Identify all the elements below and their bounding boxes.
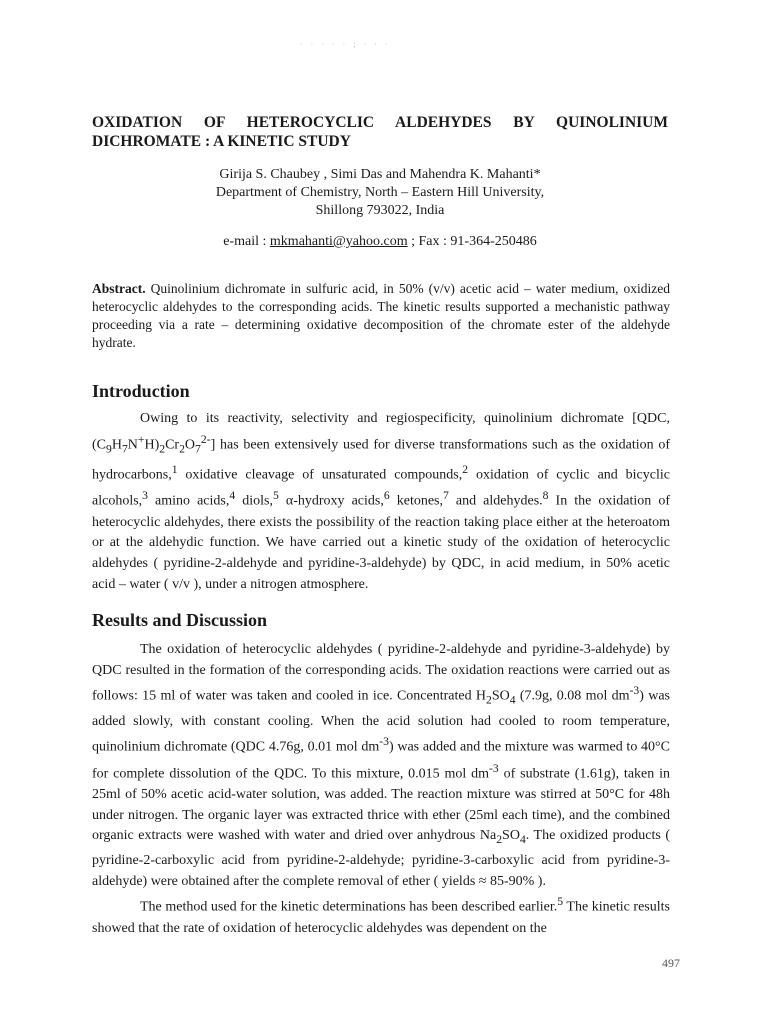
page-number: 497 [662,956,680,970]
abstract-label: Abstract. [92,281,146,296]
section-heading-introduction: Introduction [92,381,190,401]
author-block [92,166,668,220]
abstract [92,280,670,352]
results-text [92,640,670,939]
abstract-text: Quinolinium dichromate in sulfuric acid, in 50% (v/v) acetic acid – water medium, oxidized heterocyclic aldehydes to the corresponding acids. The kinetic results supported a mechanistic pathway proceeding via a rate – determining oxidative decomposition of the chromate ester of the aldehyde hydrate. [92,281,670,350]
introduction-paragraph: Owing to its reactivity, selectivity and regiospecificity, quinolinium dichromate [QDC, $(C_9H_7N^+H)_2Cr_2O_7^{2-}$] has been extensively used for diverse transformations such as the oxidation of hydrocarbons,$^1$ oxidative cleavage of unsaturated compounds,$^2$ oxidation of cyclic and bicyclic alcohols,$^3$ amino acids,$^4$ diols,$^5$ α-hydroxy acids,$^6$ ketones,$^7$ and aldehydes.$^8$ In the oxidation of heterocyclic aldehydes, there exists the possibility of the reaction taking place either at the heteroatom or at the aldehydic function. We have carried out a kinetic study of the oxidation of heterocyclic aldehydes ( pyridine-2-aldehyde and pyridine-3-aldehyde) by QDC, in acid medium, in 50% acetic acid – water ( v/v ), under a nitrogen atmosphere. [92,411,671,592]
affiliation-line-2: Shillong 793022, India [315,203,445,218]
section-heading-results: Results and Discussion [92,610,268,630]
affiliation-line-1: Department of Chemistry, North – Eastern Hill University, [215,185,545,200]
results-paragraph-2: The method used for the kinetic determinations has been described earlier.$^5$ The kinetic results showed that the rate of oxidation of heterocyclic aldehydes was dependent on the [92,895,670,936]
fax-number: ; Fax : 91-364-250486 [407,234,537,249]
author-names: Girija S. Chaubey , Simi Das and Mahendra K. Mahanti* [219,167,541,182]
email-label: e-mail : [223,234,270,249]
email-link[interactable]: mkmahanti@yahoo.com [269,234,408,249]
contact-line [92,233,668,251]
results-paragraph-1: The oxidation of heterocyclic aldehydes ( pyridine-2-aldehyde and pyridine-3-aldehyde) by QDC resulted in the formation of the corresponding acids. The oxidation reactions were carried out as follows: 15 ml of water was taken and cooled in ice. Concentrated $H_2SO_4$ (7.9g, 0.08 mol $dm^{-3}$) was added slowly, with constant cooling. When the acid solution had cooled to room temperature, quinolinium dichromate (QDC 4.76g, 0.01 mol $dm^{-3}$) was added and the mixture was warmed to 40°C for complete dissolution of the QDC. To this mixture, 0.015 mol $dm^{-3}$ of substrate (1.61g), taken in 25ml of 50% acetic acid-water solution, was added. The reaction mixture was stirred at 50°C for 48h under nitrogen. The organic layer was extracted thrice with ether (25ml each time), and the combined organic extracts were washed with water and dried over anhydrous $Na_2SO_4$. The oxidized products ( pyridine-2-carboxylic acid from pyridine-2-aldehyde; pyridine-3-carboxylic acid from pyridine-3-aldehyde) were obtained after the complete removal of ether ( yields ≈ 85-90% ). [92,642,670,889]
introduction-text [92,409,670,595]
scan-artifact: · · · · · ; · · · [300,40,391,49]
paper-title: OXIDATION OF HETEROCYCLIC ALDEHYDES BY QUINOLINIUM DICHROMATE : A KINETIC STUDY [92,114,668,150]
